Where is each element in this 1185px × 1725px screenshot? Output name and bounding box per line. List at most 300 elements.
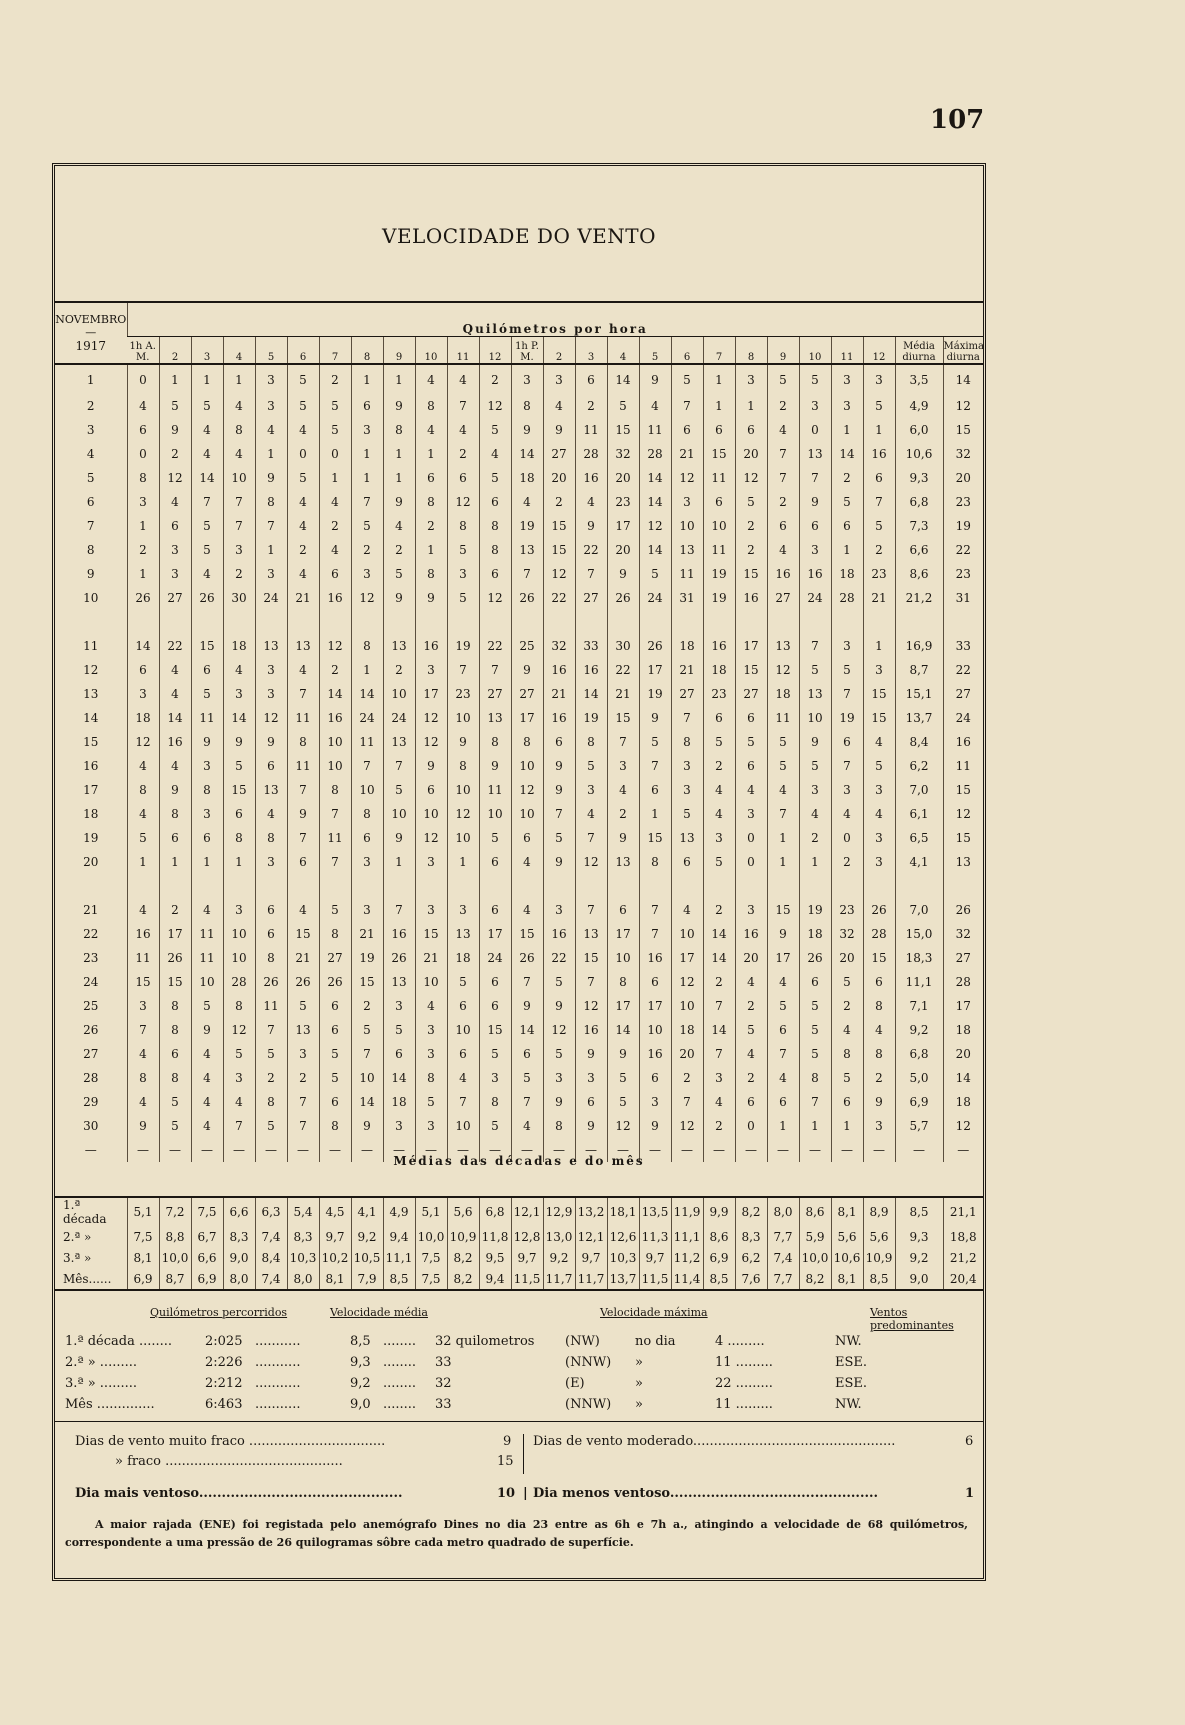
value-cell: 15 [351,970,383,994]
value-cell: 15 [415,922,447,946]
value-cell: 10 [319,730,351,754]
summary-mean: 8,5 [350,1334,371,1349]
value-cell: 5 [319,1066,351,1090]
value-cell: 16 [543,658,575,682]
value-cell: 4 [415,994,447,1018]
value-cell: 27 [159,586,191,610]
value-cell: 23 [703,682,735,706]
value-cell: 3 [351,898,383,922]
value-cell: 5 [735,730,767,754]
value-cell: 19 [943,514,983,538]
summary-dots1: ........... [255,1376,301,1391]
value-cell: 1 [351,442,383,466]
value-cell: 4,9 [895,394,943,418]
value-cell: 8 [447,754,479,778]
value-cell: 4 [287,898,319,922]
table-row [55,1066,983,1090]
value-cell: 16 [943,730,983,754]
value-cell: 24 [479,946,511,970]
title-box [55,166,983,303]
value-cell: 18 [383,1090,415,1114]
summary-km: 2:025 [205,1334,243,1349]
value-cell: 6 [383,1042,415,1066]
value-cell: 1 [383,850,415,874]
summary-head-max: Velocidade máxima [600,1306,708,1319]
average-value: 13,0 [543,1226,575,1247]
value-cell: 5 [831,970,863,994]
value-cell: 1 [255,442,287,466]
value-cell: 3 [255,682,287,706]
value-cell: 1 [863,634,895,658]
value-cell: 11 [127,946,159,970]
fraco-days-label: » fraco ........................................... [115,1454,343,1469]
value-cell: 3 [575,1066,607,1090]
table-frame [52,163,986,1581]
value-cell: 4 [447,364,479,394]
value-cell: 7 [767,442,799,466]
value-cell: 14 [639,490,671,514]
value-cell: 9 [255,730,287,754]
value-cell: 4 [159,682,191,706]
value-cell: 9 [639,364,671,394]
value-cell: 23 [447,682,479,706]
value-cell: 14 [159,706,191,730]
average-value: 10,3 [607,1247,639,1268]
value-cell: 17 [607,514,639,538]
value-cell: 24 [639,586,671,610]
summary-wind: NW. [835,1334,862,1349]
value-cell: 1 [415,538,447,562]
value-cell: 9 [543,1090,575,1114]
value-cell: 12 [943,394,983,418]
value-cell: 2 [287,538,319,562]
value-cell: 3 [351,850,383,874]
value-cell: 1 [319,466,351,490]
value-cell: 15 [735,562,767,586]
value-cell: 14 [607,364,639,394]
value-cell: 15 [735,658,767,682]
day-cell: 5 [86,471,95,485]
value-cell: 2 [767,394,799,418]
value-cell: 31 [671,586,703,610]
value-cell: 24 [383,706,415,730]
value-cell: 18 [223,634,255,658]
value-cell: 6 [767,1018,799,1042]
value-cell: 3 [639,1090,671,1114]
value-cell: 7 [767,466,799,490]
average-value: 6,3 [255,1197,287,1226]
value-cell: 32 [831,922,863,946]
value-cell: 7,0 [895,898,943,922]
average-value: 8,2 [735,1197,767,1226]
value-cell: 6 [351,826,383,850]
average-value: 10,2 [319,1247,351,1268]
value-cell: 12 [447,490,479,514]
value-cell: 7 [287,778,319,802]
average-value: 9,5 [479,1247,511,1268]
value-cell: 14 [703,946,735,970]
average-value: 11,5 [639,1268,671,1290]
value-cell: 9,3 [895,466,943,490]
value-cell: 6 [319,1018,351,1042]
value-cell: 5 [767,754,799,778]
value-cell: 10 [447,826,479,850]
table-row [55,658,983,682]
value-cell: 3 [255,850,287,874]
average-value: 18,1 [607,1197,639,1226]
value-cell: 3 [863,364,895,394]
average-value: 8,5 [863,1268,895,1290]
summary-max: 33 [435,1355,452,1370]
hour-header: 11 [447,336,479,364]
value-cell: 5 [639,730,671,754]
value-cell: 2 [703,754,735,778]
hour-header: 2 [543,336,575,364]
value-cell: 6 [735,418,767,442]
value-cell: 19 [703,586,735,610]
value-cell: 28 [863,922,895,946]
value-cell: 1 [767,1114,799,1138]
value-cell: 12 [159,466,191,490]
value-cell: 5 [447,970,479,994]
value-cell: 3 [799,538,831,562]
value-cell: 17 [735,634,767,658]
hour-header: 12 [863,336,895,364]
value-cell: 6 [831,730,863,754]
value-cell: 14 [191,466,223,490]
value-cell: 6,6 [895,538,943,562]
day-cell: 22 [83,927,99,941]
value-cell: 27 [943,682,983,706]
value-cell: 18 [671,634,703,658]
value-cell: 5 [319,1042,351,1066]
value-cell: 3 [799,778,831,802]
summary-dir: (NNW) [565,1355,612,1370]
value-cell: 4 [287,658,319,682]
day-cell: 29 [83,1095,99,1109]
summary-day-label: » [635,1397,643,1412]
average-value: 7,9 [351,1268,383,1290]
average-label: 3.ª » [63,1250,92,1265]
summary-day-label: » [635,1355,643,1370]
value-cell: 8,7 [895,658,943,682]
value-cell: 8 [223,994,255,1018]
value-cell: 3 [415,1018,447,1042]
summary-dots2: ........ [383,1334,417,1349]
day-cell: 20 [83,855,99,869]
value-cell: 15 [511,922,543,946]
value-cell: 14 [831,442,863,466]
average-value: 9,7 [639,1247,671,1268]
value-cell: 4 [127,1090,159,1114]
value-cell: 6 [319,994,351,1018]
table-row [55,538,983,562]
average-value: 11,2 [671,1247,703,1268]
value-cell: 3 [831,364,863,394]
value-cell: 7 [447,658,479,682]
average-value: 9,9 [703,1197,735,1226]
value-cell: 6 [415,466,447,490]
value-cell: 4 [159,658,191,682]
value-cell: 9 [543,778,575,802]
value-cell: 6 [127,658,159,682]
value-cell: 0 [287,442,319,466]
value-cell: 7 [671,706,703,730]
average-value: 11,3 [639,1226,671,1247]
value-cell: 15 [575,946,607,970]
value-cell: 9 [543,754,575,778]
value-cell: 16 [319,586,351,610]
calmest-day-label: Dia menos ventoso.............................................. [533,1486,879,1501]
value-cell: 10 [223,922,255,946]
value-cell: 11 [319,826,351,850]
value-cell: 3 [191,754,223,778]
weak-days-value: 9 [503,1434,512,1449]
value-cell: 1 [415,442,447,466]
summary-dots2: ........ [383,1355,417,1370]
value-cell: 14 [943,1066,983,1090]
value-cell: 17 [767,946,799,970]
value-cell: 33 [575,634,607,658]
average-value: 11,1 [671,1226,703,1247]
value-cell: 19 [831,706,863,730]
value-cell: 13 [671,538,703,562]
value-cell: 7 [287,1114,319,1138]
value-cell: 27 [479,682,511,706]
summary-head-winds: Ventos predominantes [870,1306,954,1332]
value-cell: 8 [255,1090,287,1114]
value-cell: 13 [255,778,287,802]
value-cell: 4 [863,802,895,826]
value-cell: 28 [639,442,671,466]
summary-label: 3.ª » ......... [65,1376,137,1391]
value-cell: 9 [383,586,415,610]
value-cell: 5 [191,682,223,706]
day-cell: 28 [83,1071,99,1085]
value-cell: 9 [511,418,543,442]
value-cell: 1 [831,538,863,562]
value-cell: 3 [159,538,191,562]
day-cell: 3 [86,423,95,437]
summary-dots1: ........... [255,1334,301,1349]
value-cell: 11 [575,418,607,442]
summary-dir: (NNW) [565,1397,612,1412]
value-cell: 14 [639,466,671,490]
value-cell: 13 [383,634,415,658]
value-cell: 5 [479,826,511,850]
value-cell: 3 [127,994,159,1018]
value-cell: 23 [943,490,983,514]
value-cell: 4 [575,802,607,826]
average-value: 8,9 [863,1197,895,1226]
value-cell: 16 [767,562,799,586]
value-cell: 1 [799,850,831,874]
value-cell: 8 [159,1066,191,1090]
average-value: 9,4 [383,1226,415,1247]
value-cell: 6 [543,730,575,754]
value-cell: 5 [799,754,831,778]
day-cell: 11 [83,639,99,653]
average-value: 7,5 [415,1247,447,1268]
day-cell: 19 [83,831,99,845]
value-cell: 4 [191,1042,223,1066]
value-cell: 12 [943,802,983,826]
value-cell: 6 [671,850,703,874]
value-cell: 6 [479,850,511,874]
table-row [55,994,983,1018]
value-cell: 17 [415,682,447,706]
value-cell: 14 [351,1090,383,1114]
summary-mean: 9,2 [350,1376,371,1391]
value-cell: 5,7 [895,1114,943,1138]
value-cell: 18 [127,706,159,730]
value-cell: 7 [287,682,319,706]
value-cell: 2 [383,538,415,562]
value-cell: 9 [351,1114,383,1138]
value-cell: 9 [607,1042,639,1066]
value-cell: 6 [735,706,767,730]
value-cell: 6 [831,1090,863,1114]
value-cell: 2 [799,826,831,850]
average-value: 5,9 [799,1226,831,1247]
dash-row: — — — — — — — — — — — — — — — — — — — — — — — — — — — [55,1138,983,1162]
value-cell: 6,2 [895,754,943,778]
value-cell: 26 [607,586,639,610]
value-cell: 5 [511,1066,543,1090]
value-cell: 2 [351,994,383,1018]
month-header: NOVEMBRO — 1917 [55,313,127,353]
table-row [55,730,983,754]
value-cell: 3 [671,754,703,778]
value-cell: 6 [351,394,383,418]
value-cell: 5 [319,418,351,442]
table-row [55,946,983,970]
value-cell: 6 [575,364,607,394]
average-value: 8,8 [159,1226,191,1247]
value-cell: 3 [383,994,415,1018]
value-cell: 8,6 [895,562,943,586]
value-cell: 12 [767,658,799,682]
value-cell: 9 [639,1114,671,1138]
average-value: 9,7 [319,1226,351,1247]
value-cell: 8 [671,730,703,754]
average-value: 21,2 [943,1247,983,1268]
value-cell: 16 [319,706,351,730]
calmest-day-value: 1 [965,1486,975,1501]
value-cell: 4 [863,1018,895,1042]
value-cell: 27 [671,682,703,706]
value-cell: 3 [351,418,383,442]
value-cell: 18 [831,562,863,586]
value-cell: 4 [319,538,351,562]
value-cell: 12 [127,730,159,754]
table-row [55,970,983,994]
value-cell: 2 [671,1066,703,1090]
value-cell: 2 [319,364,351,394]
table-row [55,466,983,490]
value-cell: 7 [575,826,607,850]
value-cell: 28 [223,970,255,994]
value-cell: 15,1 [895,682,943,706]
value-cell: 7 [351,754,383,778]
value-cell: 22 [479,634,511,658]
average-value: 6,9 [127,1268,159,1290]
value-cell: 26 [639,634,671,658]
value-cell: 5 [799,658,831,682]
value-cell: 9 [543,994,575,1018]
value-cell: 7 [543,802,575,826]
value-cell: 8 [607,970,639,994]
summary-day: 11 ......... [715,1397,773,1412]
value-cell: 4 [127,754,159,778]
average-value: 7,4 [255,1226,287,1247]
value-cell: 0 [735,850,767,874]
value-cell: 10 [671,994,703,1018]
average-value: 5,6 [447,1197,479,1226]
value-cell: 12 [671,970,703,994]
value-cell: 15 [607,706,639,730]
summary-km: 2:226 [205,1355,243,1370]
value-cell: 23 [607,490,639,514]
average-value: 11,7 [575,1268,607,1290]
hour-header: 2 [159,336,191,364]
average-row [55,1197,983,1226]
value-cell: 17 [607,994,639,1018]
value-cell: 3 [735,898,767,922]
value-cell: 8 [351,802,383,826]
value-cell: 8 [255,490,287,514]
value-cell: 5 [543,1042,575,1066]
value-cell: 8 [799,1066,831,1090]
hour-header: 8 [735,336,767,364]
value-cell: 12 [479,394,511,418]
value-cell: 5 [159,394,191,418]
value-cell: 2 [255,1066,287,1090]
value-cell: 6 [479,994,511,1018]
value-cell: 3 [735,364,767,394]
value-cell: 2 [159,898,191,922]
value-cell: 5 [607,1066,639,1090]
table-row [55,682,983,706]
average-value: 5,1 [127,1197,159,1226]
value-cell: 3 [703,1066,735,1090]
summary-label: Mês .............. [65,1397,155,1412]
value-cell: 11 [479,778,511,802]
average-label: Mês...... [63,1271,112,1286]
average-value: 10,3 [287,1247,319,1268]
value-cell: 6 [191,658,223,682]
table-row [55,514,983,538]
value-cell: 8 [543,1114,575,1138]
value-cell: 3 [159,562,191,586]
value-cell: 7 [767,802,799,826]
table-row [55,802,983,826]
value-cell: 3 [223,682,255,706]
value-cell: 26 [511,946,543,970]
value-cell: 4 [767,1066,799,1090]
hour-header: 10 [799,336,831,364]
value-cell: 11 [351,730,383,754]
value-cell: 26 [255,970,287,994]
value-cell: 7 [767,1042,799,1066]
value-cell: 17 [607,922,639,946]
value-cell: 9 [543,418,575,442]
value-cell: 6 [159,1042,191,1066]
value-cell: 3 [671,490,703,514]
day-cell: 14 [83,711,99,725]
average-value: 20,4 [943,1268,983,1290]
value-cell: 6 [255,754,287,778]
